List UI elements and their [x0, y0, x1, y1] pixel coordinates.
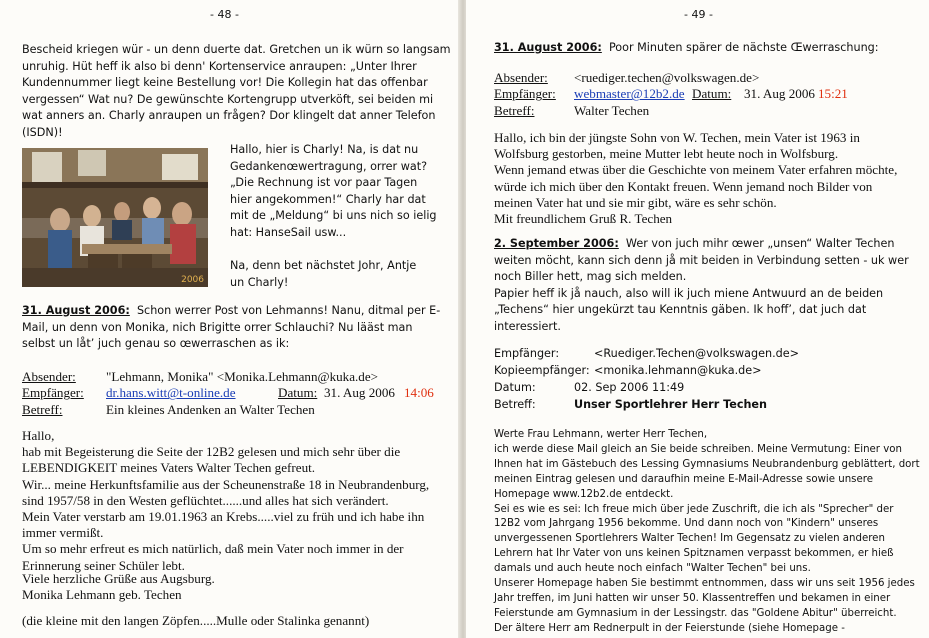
text-line: hier angekommen!“ Charly har dat	[230, 192, 426, 206]
text-line: LEBENDIGKEIT meines Vaters Walter Techen gefreut.	[22, 460, 316, 476]
text-line: Hallo,	[22, 428, 55, 443]
text-line: damals und auch heute noch einfach "Walter Techen" bei uns.	[494, 563, 811, 575]
text-line	[22, 303, 458, 320]
mail-header	[22, 369, 458, 418]
page-number: - 48 -	[210, 8, 239, 21]
text-line: un Charly!	[230, 275, 289, 289]
empfaenger-label: Empfänger:	[494, 86, 556, 102]
text-line: ich werde diese Mail gleich an Sie beide schreiben. Meine Vermutung: Einer von	[494, 443, 902, 455]
text-line: Feierstunde am Gymnasium in der Lessingstr. das "Goldene Abitur" überreicht.	[494, 607, 897, 619]
date-heading: 31. August 2006:	[22, 304, 130, 317]
reply-body	[494, 428, 926, 637]
empfaenger-value: <Ruediger.Techen@volkswagen.de>	[594, 347, 800, 360]
mail-header	[494, 70, 926, 119]
datum-label: Datum:	[494, 381, 536, 394]
empfaenger-link[interactable]: dr.hans.witt@t-online.de	[106, 385, 236, 401]
text-line: vergessen“ Wat nu? De gewünschte Kortengrupp utverköft, sei beiden mi	[22, 92, 434, 106]
text-line: „Die Rechnung ist vor paar Tagen	[230, 176, 418, 190]
mail-body	[494, 130, 926, 227]
text-line: Um so mehr erfreut es mich natürlich, daß mein Vater noch immer in der	[22, 541, 404, 557]
absender-label: Absender:	[494, 70, 548, 85]
text-line: Homepage www.12b2.de entdeckt.	[494, 488, 674, 500]
text-line: „Techens“ hier ungekürzt tau Kenntnis gäben. Ik hoff’, dat juch dat	[494, 303, 867, 317]
text-line: (die kleine mit den langen Zöpfen.....Mulle oder Stalinka genannt)	[22, 613, 370, 628]
text-line: Hallo, hier is Charly! Na, is dat nu	[230, 143, 419, 156]
betreff-label: Betreff:	[494, 398, 536, 411]
reply-header	[494, 346, 926, 414]
text-line: Gedankenœwertragung, orrer wat?	[230, 159, 428, 173]
text-line: Werte Frau Lehmann, werter Herr Techen,	[494, 429, 708, 440]
text-line: Papier heff ik jå nauch, also will ik juch miene Antwuurd an de beiden	[494, 286, 884, 300]
datum-value: 31. Aug 2006	[324, 385, 395, 401]
text-line: sind 1957/58 in den Westen geflüchtet......und alles hat sich verändert.	[22, 492, 389, 508]
text-line: Jahr treffen, im Juni hatten wir unser 50. Klassentreffen und bekamen in einer	[494, 592, 891, 604]
header-row	[494, 380, 926, 397]
text-line: Wenn jemand etwas über die Geschichte von meinem Vater erfahren möchte,	[494, 162, 898, 178]
datum-time: 15:21	[818, 86, 848, 102]
header-row	[494, 86, 926, 102]
text-line: interessiert.	[494, 319, 561, 333]
photo-date-stamp: 2006	[181, 275, 204, 285]
letter-body	[22, 428, 458, 574]
text-line: noch Biller hett, mag sich melden.	[494, 270, 687, 284]
date-heading: 31. August 2006:	[494, 41, 602, 54]
text-line: (ISDN)!	[22, 125, 63, 139]
text-line: Mit freundlichem Gruß R. Techen	[494, 211, 673, 227]
text-line: selbst un låt’ juch genau so œwerraschen as ik:	[22, 337, 290, 351]
text-line: Mail, un denn von Monika, nich Brigitte orrer Schlauchi? Nu lääst man	[22, 320, 413, 334]
datum-value: 31. Aug 2006	[744, 86, 815, 102]
text-line: würde ich mich über den Kontakt freuen. Wenn jemand noch Bilder von	[494, 178, 873, 194]
text-line: Der ältere Herr am Rednerpult in der Feierstunde (siehe Homepage -	[494, 622, 845, 634]
intro-paragraph	[22, 42, 454, 142]
text-line: unvergessenen Sportlehrers Walter Techen! Im Gegensatz zu vielen anderen	[494, 533, 885, 545]
datum-value: 02. Sep 2006 11:49	[574, 381, 685, 394]
text-line: weiten möcht, kann sich denn jå mit beiden in Verbindung setten - uk wer	[494, 253, 909, 267]
betreff-value: Unser Sportlehrer Herr Techen	[574, 398, 767, 411]
text-span: Wer von juch mihr œwer „unsen“ Walter Techen	[625, 237, 895, 250]
text-line: unruhig. Hüt heff ik also bi denn' Kortenservice anraupen: „Unter Ihrer	[22, 59, 417, 73]
header-row	[494, 103, 926, 119]
text-line: Sei es wie es sei: Ich freue mich über jede Zuschrift, die ich als "Sprecher" der	[494, 503, 894, 515]
page-number: - 49 -	[684, 8, 713, 21]
text-line: Monika Lehmann geb. Techen	[22, 587, 182, 603]
right-page	[466, 0, 929, 638]
header-row	[494, 363, 926, 380]
text-line	[494, 236, 926, 253]
absender-label: Absender:	[22, 369, 76, 384]
text-line: hat: HanseSail usw...	[230, 225, 347, 239]
text-line: Lehrern hat Ihr Vater von uns keinen Spitznamen verpasst bekommen, er hieß	[494, 548, 894, 560]
text-line: Kundennummer liegt keine Bestellung vor! Die Kollegin hat das offenbar	[22, 76, 428, 90]
absender-value: <ruediger.techen@volkswagen.de>	[574, 70, 760, 85]
kopie-label: Kopieempfänger:	[494, 364, 590, 377]
empfaenger-link[interactable]: webmaster@12b2.de	[574, 86, 685, 102]
datum-label: Datum:	[692, 86, 732, 102]
text-line: Wir... meine Herkunftsfamilie aus der Scheunenstraße 18 in Neubrandenburg,	[22, 476, 430, 492]
aug-heading-line	[494, 40, 926, 57]
betreff-value: Ein kleines Andenken an Walter Techen	[106, 401, 315, 417]
betreff-label: Betreff:	[22, 401, 63, 417]
text-line: Hallo, ich bin der jüngste Sohn von W. Techen, mein Vater ist 1963 in	[494, 130, 860, 145]
header-row	[22, 369, 458, 385]
empfaenger-label: Empfänger:	[494, 347, 560, 360]
header-row	[494, 346, 926, 363]
text-line: Mein Vater verstarb am 19.01.1963 an Krebs.....viel zu früh und ich habe ihn	[22, 509, 425, 525]
footnote	[22, 613, 458, 629]
text-span: Poor Minuten spärer de nächste Œwerraschung:	[608, 41, 879, 54]
datum-label: Datum:	[278, 385, 318, 401]
text-line	[494, 40, 926, 57]
group-photo	[22, 148, 208, 287]
charly-paragraph	[230, 142, 458, 242]
text-line: meinen Vater hat und sie mir gibt, wäre es sehr schön.	[494, 194, 777, 210]
text-line: Bescheid kriegen wür - un denn duerte dat. Gretchen un ik würn so langsam	[22, 43, 451, 56]
header-row	[22, 402, 458, 418]
closing	[22, 571, 458, 603]
text-line: hab mit Begeisterung die Seite der 12B2 gelesen und mich sehr über die	[22, 444, 401, 460]
text-line: wat anners an. Charly anraupen un frågen? Dor klingelt dat anner Telefon	[22, 109, 436, 123]
date-heading: 2. September 2006:	[494, 237, 619, 250]
aug-paragraph	[22, 303, 458, 353]
empfaenger-label: Empfänger:	[22, 385, 84, 401]
sep-paragraph	[494, 236, 926, 336]
absender-value: "Lehmann, Monika" <Monika.Lehmann@kuka.de>	[106, 369, 379, 384]
header-row	[494, 397, 926, 414]
text-line: 12B2 vom Jahrgang 1956 bekomme. Und dann noch von "Kindern" unseres	[494, 518, 879, 530]
text-line: Na, denn bet nächstet Johr, Antje	[230, 259, 417, 272]
betreff-label: Betreff:	[494, 102, 535, 118]
text-line: Wolfsburg gestorben, meine Mutter lebt heute noch in Wolfsburg.	[494, 146, 839, 162]
text-line: meinen Eintrag gelesen und daraufhin meine E-Mail-Adresse sowie unsere	[494, 473, 873, 485]
kopie-value: <monika.lehmann@kuka.de>	[594, 364, 762, 377]
header-row	[22, 385, 458, 401]
text-line: Unserer Homepage haben Sie bestimmt entnommen, dass wir uns seit 1956 jedes	[494, 578, 915, 590]
header-row	[494, 70, 926, 86]
text-span: Schon werrer Post von Lehmanns! Nanu, ditmal per E-	[136, 304, 441, 317]
text-line: mit de „Meldung“ bi uns nich so ielig	[230, 209, 437, 223]
left-page	[0, 0, 460, 638]
goodbye-paragraph	[230, 258, 458, 291]
text-line: Ihnen hat im Gästebuch des Lessing Gymnasiums Neubrandenburg geblättert, dort	[494, 458, 920, 470]
text-line: Erinnerung seiner Schüler lebt.	[22, 557, 185, 573]
text-line: immer vermißt.	[22, 525, 104, 541]
text-line: Viele herzliche Grüße aus Augsburg.	[22, 571, 215, 586]
betreff-value: Walter Techen	[574, 102, 650, 118]
datum-time: 14:06	[404, 385, 434, 401]
